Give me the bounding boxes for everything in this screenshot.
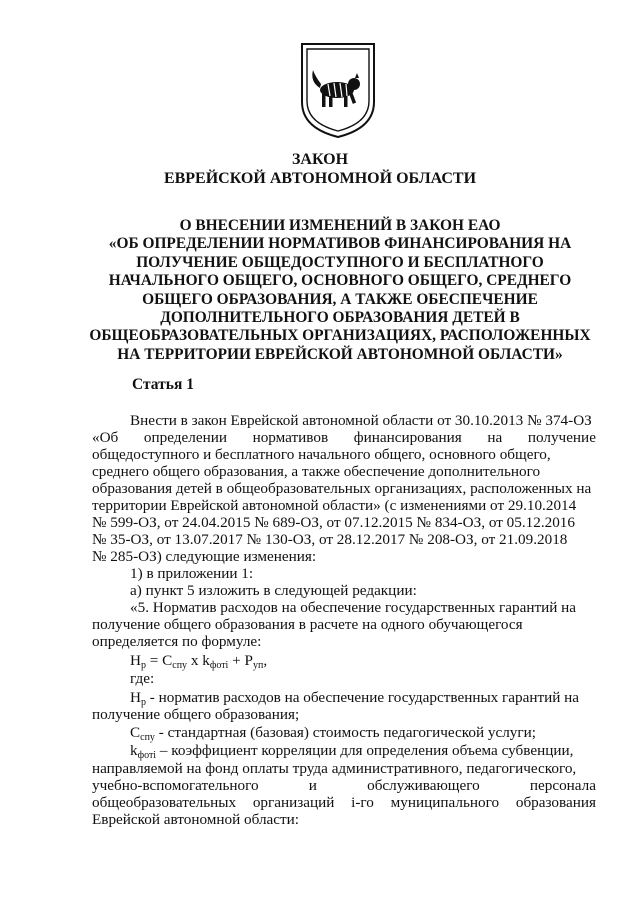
definition-line-justified	[92, 794, 596, 811]
subtitle-line: ПОЛУЧЕНИЕ ОБЩЕДОСТУПНОГО И БЕСПЛАТНОГО	[136, 253, 544, 271]
word: «Об	[92, 429, 119, 446]
definition-line: Еврейской автономной области:	[92, 811, 300, 828]
word: определении	[143, 429, 227, 446]
body-line: № 599-ОЗ, от 24.04.2015 № 689-ОЗ, от 07.12.2015 № 834-ОЗ, от 05.12.2016	[92, 514, 575, 531]
body-line: Внести в закон Еврейской автономной области от 30.10.2013 № 374-ОЗ	[130, 412, 592, 429]
definition-line: получение общего образования;	[92, 706, 300, 723]
body-line: территории Еврейской автономной области» (с изменениями от 29.10.2014	[92, 497, 577, 514]
quote-line: получение общего образования в расчете на одного обучающегося	[92, 616, 523, 633]
subtitle-line: НАЧАЛЬНОГО ОБЩЕГО, ОСНОВНОГО ОБЩЕГО, СРЕДНЕГО	[108, 272, 572, 290]
tiger-icon	[312, 70, 360, 107]
subtitle-line: «ОБ ОПРЕДЕЛЕНИИ НОРМАТИВОВ ФИНАНСИРОВАНИЯ НА	[108, 235, 572, 253]
body-line-justified	[92, 429, 596, 446]
body-line: общедоступного и бесплатного начального общего, основного общего,	[92, 446, 551, 463]
word: получение	[527, 429, 596, 446]
definition-line-justified	[92, 777, 596, 794]
body-line: № 35-ОЗ, от 13.07.2017 № 130-ОЗ, от 28.12.2017 № 208-ОЗ, от 21.09.2018	[92, 531, 568, 548]
region-heading: ЕВРЕЙСКОЙ АВТОНОМНОЙ ОБЛАСТИ	[163, 170, 477, 187]
body-line: № 285-ОЗ) следующие изменения:	[92, 548, 317, 565]
body-line: среднего общего образования, а также обеспечение дополнительного	[92, 463, 541, 480]
subtitle-line: НА ТЕРРИТОРИИ ЕВРЕЙСКОЙ АВТОНОМНОЙ ОБЛАСТИ»	[117, 345, 563, 363]
subtitle-line: ДОПОЛНИТЕЛЬНОГО ОБРАЗОВАНИЯ ДЕТЕЙ В	[160, 309, 520, 327]
quote-line: «5. Норматив расходов на обеспечение государственных гарантий на	[130, 599, 577, 616]
word: общеобразовательных	[92, 794, 237, 811]
coat-of-arms-emblem	[298, 40, 378, 140]
formula: $Н_р = С_{спу}$ x $k_{фотi} + Р_{уп}$,	[130, 652, 268, 671]
law-heading: ЗАКОН	[291, 151, 349, 168]
word: образования	[515, 794, 596, 811]
subtitle-line: О ВНЕСЕНИИ ИЗМЕНЕНИЙ В ЗАКОН ЕАО	[179, 217, 501, 234]
subtitle-line: ОБЩЕОБРАЗОВАТЕЛЬНЫХ ОРГАНИЗАЦИЯХ, РАСПОЛОЖЕННЫХ	[89, 327, 591, 345]
word: финансирования	[353, 429, 462, 446]
word: персонала	[529, 777, 596, 794]
word: нормативов	[252, 429, 329, 446]
definition-line: направляемой на фонд оплаты труда административного, педагогического,	[92, 760, 577, 777]
definition-line: $С_{спу}$ - стандартная (базовая) стоимость педагогической услуги;	[130, 724, 536, 743]
word: учебно-вспомогательного	[92, 777, 259, 794]
word: i-го	[351, 794, 374, 811]
where-label: где:	[130, 670, 155, 687]
word: муниципального	[390, 794, 500, 811]
word: обслуживающего	[367, 777, 480, 794]
article-title: Статья 1	[132, 376, 194, 393]
subtitle-line: ОБЩЕГО ОБРАЗОВАНИЯ, А ТАКЖЕ ОБЕСПЕЧЕНИЕ	[142, 290, 538, 308]
law-subtitle	[80, 217, 600, 364]
word: на	[487, 429, 503, 446]
list-item: а) пункт 5 изложить в следующей редакции:	[130, 582, 417, 599]
word: и	[308, 777, 317, 794]
definition-line: $Н_р$ - норматив расходов на обеспечение государственных гарантий на	[130, 689, 580, 708]
definition-line: $k_{фотi}$ – коэффициент корреляции для определения объема субвенции,	[130, 742, 574, 761]
list-item: 1) в приложении 1:	[130, 565, 254, 582]
quote-line: определяется по формуле:	[92, 633, 262, 650]
word: организаций	[252, 794, 335, 811]
body-line: образования детей в общеобразовательных организациях, расположенных на	[92, 480, 592, 497]
